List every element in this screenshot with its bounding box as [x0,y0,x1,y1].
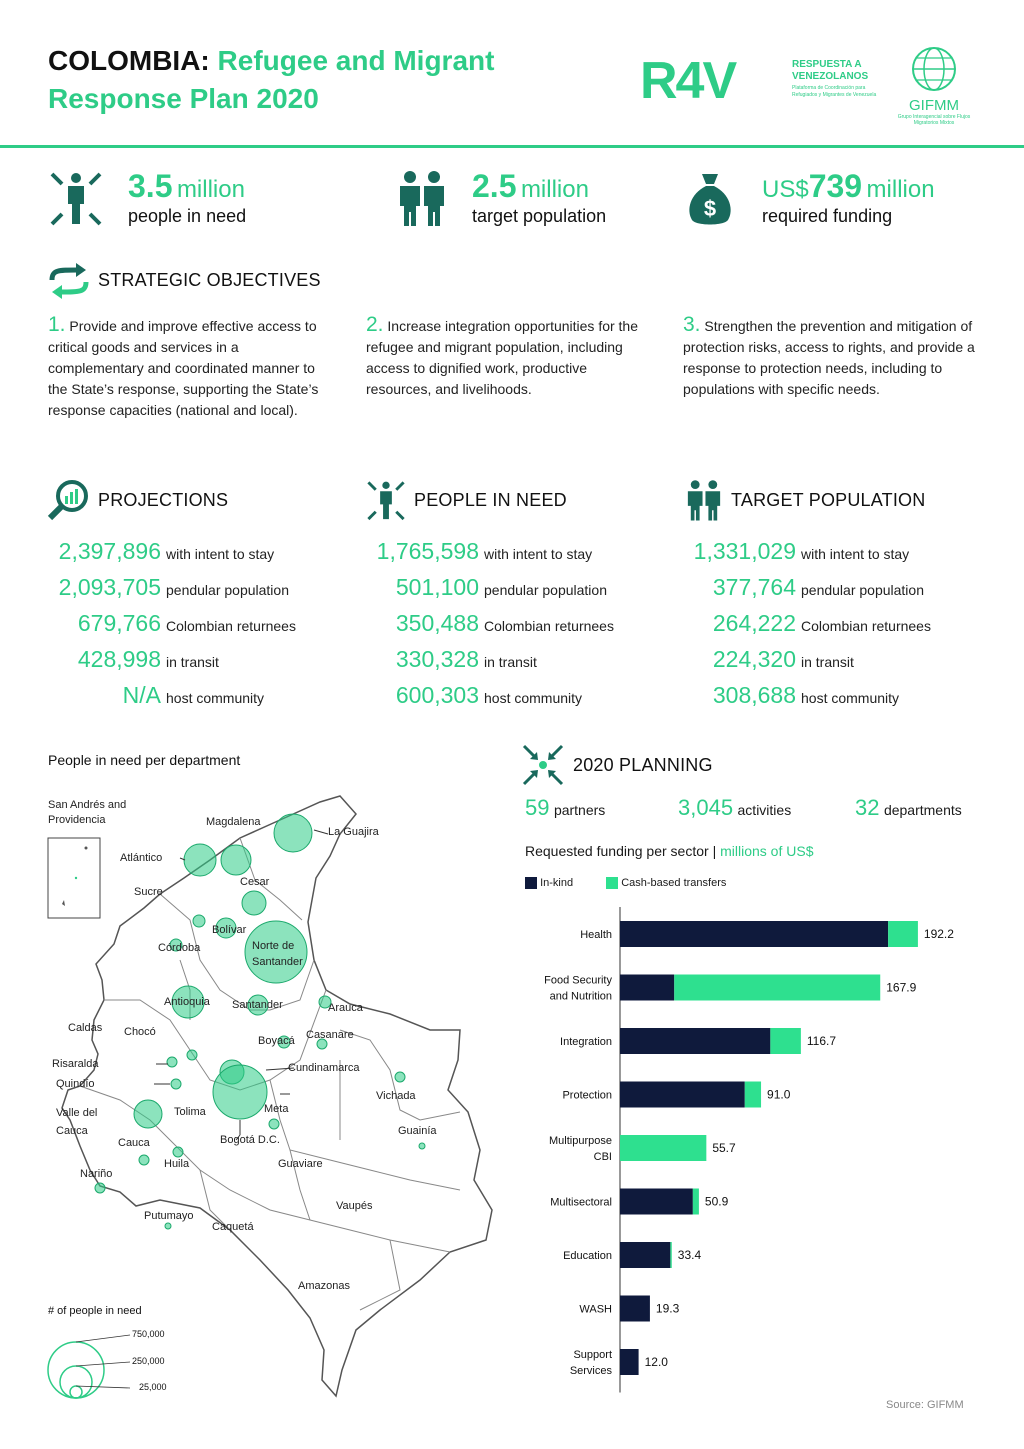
arrows-icon [48,262,90,300]
map-label-risaralda: Risaralda [52,1058,99,1070]
map-label-valle-del-cauca: Valle del Cauca [56,1107,98,1137]
map-label-la-guajira: La Guajira [328,826,379,838]
category-label: Education [563,1250,612,1262]
map-label-atlantico: Atlántico [120,852,163,864]
people-in-need-small-icon [364,478,408,522]
list-item: 350,488 Colombian returnees [395,610,614,636]
map-label-huila: Huila [164,1158,190,1170]
map-label-cauca: Cauca [118,1137,150,1149]
bar-total-label: 91.0 [767,1087,791,1102]
gifmm-logo: GIFMM Grupo Interagencial sobre Flujos Migratorios Mixtos [888,45,980,125]
bar-in-kind-5 [620,1189,693,1215]
category-label: Multipurpose CBI [549,1135,612,1163]
objective-2: 2. Increase integration opportunities for the refugee and migrant population, including access to dignified work, productive resources, and livelihoods. [366,313,639,397]
svg-text:$: $ [703,196,717,221]
converge-arrows-icon [522,744,564,786]
map-legend-value: 25,000 [139,1382,167,1392]
bar-cash-0 [888,921,918,947]
bar-total-label: 50.9 [704,1194,729,1209]
bar-in-kind-1 [620,975,674,1001]
bar-in-kind-0 [620,921,888,947]
people-in-need-list [366,533,666,713]
projections-title: PROJECTIONS [98,490,229,510]
target-population-list [683,533,983,713]
map-label-caldas: Caldas [68,1022,103,1034]
bar-cash-4 [620,1135,706,1161]
source-note: Source: GIFMM [886,1399,964,1411]
map-label-bolivar: Bolívar [212,924,247,936]
kpi-target-population: 2.5 million target population [392,168,692,233]
chart-legend [525,877,726,889]
list-item: 1,765,598 with intent to stay [376,538,593,564]
map-label-putumayo: Putumayo [144,1210,194,1222]
list-item: 308,688 host community [712,682,900,708]
category-label: Support Services [569,1349,612,1377]
planning-activities: 3,045 activities [678,795,792,820]
planning-departments: 32 departments [855,795,962,820]
map-label-cundinamarca: Cundinamarca [288,1062,360,1074]
map-label-vaupes: Vaupés [336,1200,373,1212]
list-item: 2,397,896 with intent to stay [58,538,275,564]
bar-total-label: 167.9 [886,980,917,995]
map-label-meta: Meta [264,1103,289,1115]
magnifier-chart-icon [46,478,90,522]
list-item: 1,331,029 with intent to stay [693,538,910,564]
map-label-caqueta: Caquetá [212,1221,254,1233]
bar-cash-3 [745,1082,761,1108]
kpi-people-in-need: 3.5 million people in need [48,168,368,233]
list-item: 330,328 in transit [395,646,537,672]
list-item: 377,764 pendular population [712,574,924,600]
bar-total-label: 12.0 [644,1355,668,1369]
map-label-norte-de-santander: Norte de Santander [252,940,303,968]
bar-cash-2 [770,1028,801,1054]
bar-in-kind-7 [620,1296,650,1322]
map-label-vichada: Vichada [376,1090,416,1102]
bar-cash-5 [693,1189,699,1215]
bar-total-label: 19.3 [655,1301,680,1316]
objectives-title: STRATEGIC OBJECTIVES [98,270,321,290]
bar-in-kind-8 [620,1349,639,1375]
list-item: N/A host community [122,682,265,708]
list-item: 428,998 in transit [77,646,219,672]
target-population-icon [392,168,452,228]
category-label: Health [580,929,612,941]
bar-in-kind-2 [620,1028,770,1054]
planning-title: 2020 PLANNING [573,755,713,775]
r4v-logo: R4V RESPUESTA A VENEZOLANOS Plataforma de Coordinación para Refugiados y Migrantes de Venezuela [640,52,877,110]
map-label-cesar: Cesar [240,876,270,888]
map-label-guainia: Guainía [398,1125,437,1137]
map-label-casanare: Casanare [306,1029,354,1041]
map-label-guaviare: Guaviare [278,1158,323,1170]
money-bag-icon [686,170,734,228]
list-item: 224,320 in transit [712,646,854,672]
map-label-sucre: Sucre [134,886,163,898]
map-title: People in need per department [48,752,241,768]
bar-total-label: 33.4 [677,1248,702,1262]
header-divider [0,145,1024,148]
bar-cash-6 [670,1242,671,1268]
target-population-small-icon [682,478,726,522]
globe-icon [888,45,980,93]
list-item: 264,222 Colombian returnees [712,610,931,636]
bar-cash-1 [674,975,880,1001]
list-item: 2,093,705 pendular population [58,574,289,600]
legend-swatch-cash [606,877,618,889]
map-label-magdalena: Magdalena [206,816,261,828]
list-item: 679,766 Colombian returnees [77,610,296,636]
bar-in-kind-3 [620,1082,745,1108]
objective-1: 1. Provide and improve effective access to critical goods and services in a complementary and coordinated manner to the State’s response, supporting the State’s response capacities (national and local). [48,313,319,418]
funding-title: Requested funding per sector | millions of US$ [525,843,814,859]
map-label-choco: Chocó [124,1026,156,1038]
planning-partners: 59 partners [525,795,606,820]
list-item: 600,303 host community [395,682,583,708]
map-legend-value: 250,000 [132,1356,165,1366]
bar-total-label: 192.2 [923,927,954,941]
objective-3: 3. Strengthen the prevention and mitigation of protection risks, access to rights, and provide a response to protection needs, including to populations with specific needs. [683,313,975,397]
funding-bar-chart [520,905,1000,1395]
list-item: 501,100 pendular population [395,574,607,600]
people-in-need-icon [48,168,104,228]
kpi-required-funding: $ US$739 million required funding [686,168,986,233]
map-label-arauca: Arauca [328,1002,363,1014]
page-title: COLOMBIA: Refugee and Migrant Response Plan 2020 [48,45,495,114]
map-label-quindio: Quindío [56,1078,95,1090]
bar-total-label: 55.7 [712,1141,736,1155]
legend-label-in-kind: In-kind [540,877,574,890]
bar-in-kind-6 [620,1242,670,1268]
people-in-need-title: PEOPLE IN NEED [414,490,567,510]
category-label: Food Security and Nutrition [544,974,612,1003]
legend-swatch-in-kind [525,877,537,889]
bar-total-label: 116.7 [806,1034,837,1048]
target-population-title: TARGET POPULATION [731,490,926,510]
category-label: Multisectoral [550,1196,612,1209]
category-label: Integration [560,1036,612,1048]
map-label-antioquia: Antioquia [164,996,210,1008]
map-label-narino: Nariño [80,1168,113,1180]
map-legend-title: # of people in need [48,1305,142,1317]
category-label: Protection [562,1089,612,1102]
map-label-tolima: Tolima [174,1106,206,1118]
map-label-amazonas: Amazonas [298,1280,350,1292]
category-label: WASH [579,1303,612,1316]
map-label-bogota: Bogotá D.C. [220,1134,280,1146]
map-legend-value: 750,000 [132,1329,165,1339]
map-label-boyaca: Boyacá [258,1035,295,1047]
map-label-santander: Santander [232,999,283,1011]
legend-label-cash: Cash-based transfers [621,877,727,890]
inset-label: San Andrés and Providencia [48,799,127,826]
projections-list [48,533,348,713]
map-label-cordoba: Córdoba [158,942,201,954]
